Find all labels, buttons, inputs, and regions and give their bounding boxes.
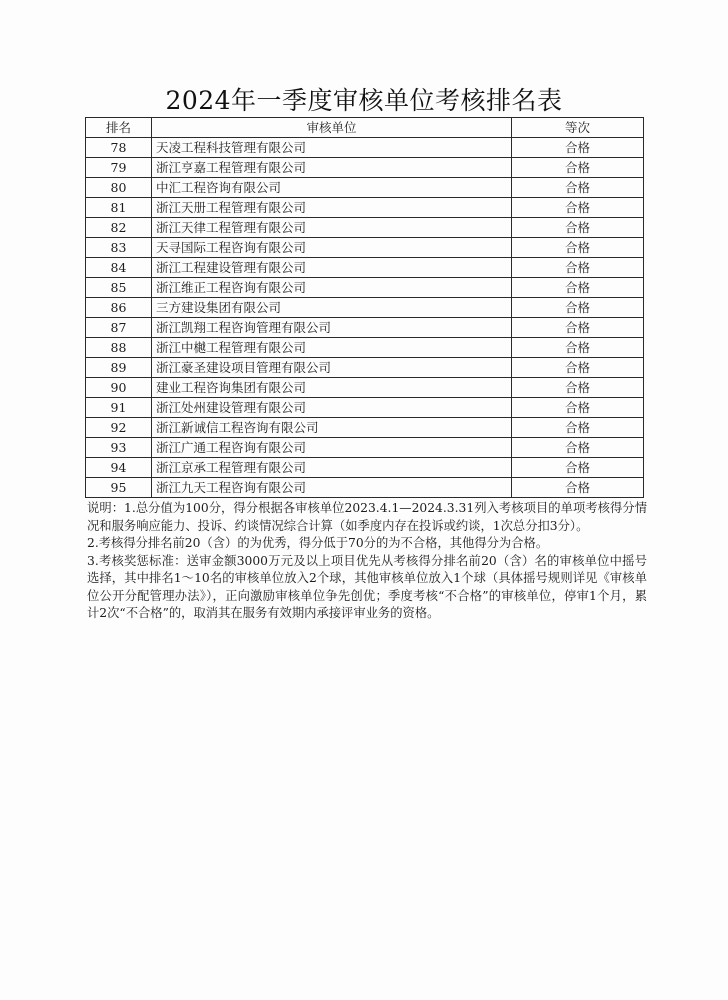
grade-cell: 合格 — [512, 418, 644, 438]
document-title: 2024年一季度审核单位考核排名表 — [165, 86, 563, 115]
grade-cell: 合格 — [512, 338, 644, 358]
rank-cell: 89 — [86, 358, 152, 378]
unit-cell: 三方建设集团有限公司 — [152, 298, 512, 318]
grade-cell: 合格 — [512, 318, 644, 338]
unit-cell: 浙江维正工程咨询有限公司 — [152, 278, 512, 298]
unit-cell: 天凌工程科技管理有限公司 — [152, 138, 512, 158]
table-row — [86, 378, 644, 398]
rank-cell: 91 — [86, 398, 152, 418]
table-row — [86, 298, 644, 318]
grade-cell: 合格 — [512, 458, 644, 478]
unit-cell: 中汇工程咨询有限公司 — [152, 178, 512, 198]
table-row — [86, 178, 644, 198]
rank-cell: 93 — [86, 438, 152, 458]
grade-cell: 合格 — [512, 278, 644, 298]
unit-cell: 浙江豪圣建设项目管理有限公司 — [152, 358, 512, 378]
rank-cell: 80 — [86, 178, 152, 198]
table-row — [86, 458, 644, 478]
header-grade: 等次 — [512, 118, 644, 138]
unit-cell: 浙江京承工程管理有限公司 — [152, 458, 512, 478]
grade-cell: 合格 — [512, 438, 644, 458]
table-row — [86, 198, 644, 218]
grade-cell: 合格 — [512, 378, 644, 398]
grade-cell: 合格 — [512, 298, 644, 318]
table-row — [86, 318, 644, 338]
table-row — [86, 398, 644, 418]
note-3: 3.考核奖惩标准：送审金额3000万元及以上项目优先从考核得分排名前20（含）名的审核单位中摇号选择，其中排名1～10名的审核单位放入2个球，其他审核单位放入1个球（具体摇号规则详见《审核单位公开分配管理办法》），正向激励审核单位争先创优；季度考核“不合格”的审核单位，停审1个月，累计2次“不合格”的，取消其在服务有效期内承接评审业务的资格。 — [87, 553, 647, 620]
grade-cell: 合格 — [512, 178, 644, 198]
grade-cell: 合格 — [512, 198, 644, 218]
rank-cell: 81 — [86, 198, 152, 218]
notes-section — [87, 500, 647, 623]
header-rank: 排名 — [86, 118, 152, 138]
unit-cell: 浙江亨嘉工程管理有限公司 — [152, 158, 512, 178]
rank-cell: 94 — [86, 458, 152, 478]
note-1: 说明：1.总分值为100分，得分根据各审核单位2023.4.1—2024.3.31列入考核项目的单项考核得分情况和服务响应能力、投诉、约谈情况综合计算（如季度内存在投诉或约谈，1次总分扣3分）。 — [87, 501, 647, 533]
unit-cell: 浙江凯翔工程咨询管理有限公司 — [152, 318, 512, 338]
rank-cell: 88 — [86, 338, 152, 358]
unit-cell: 浙江工程建设管理有限公司 — [152, 258, 512, 278]
unit-cell: 浙江广通工程咨询有限公司 — [152, 438, 512, 458]
table-row — [86, 258, 644, 278]
grade-cell: 合格 — [512, 138, 644, 158]
table-row — [86, 138, 644, 158]
rank-cell: 79 — [86, 158, 152, 178]
table-row — [86, 218, 644, 238]
table-row — [86, 418, 644, 438]
rank-cell: 84 — [86, 258, 152, 278]
rank-cell: 78 — [86, 138, 152, 158]
unit-cell: 建业工程咨询集团有限公司 — [152, 378, 512, 398]
rank-cell: 83 — [86, 238, 152, 258]
ranking-table — [85, 117, 644, 498]
grade-cell: 合格 — [512, 398, 644, 418]
rank-cell: 82 — [86, 218, 152, 238]
table-header-row — [86, 118, 644, 138]
unit-cell: 浙江处州建设管理有限公司 — [152, 398, 512, 418]
table-row — [86, 278, 644, 298]
unit-cell: 浙江新诚信工程咨询有限公司 — [152, 418, 512, 438]
grade-cell: 合格 — [512, 238, 644, 258]
note-2: 2.考核得分排名前20（含）的为优秀，得分低于70分的为不合格，其他得分为合格。 — [87, 536, 549, 550]
header-unit: 审核单位 — [152, 118, 512, 138]
rank-cell: 95 — [86, 478, 152, 498]
table-row — [86, 478, 644, 498]
rank-cell: 90 — [86, 378, 152, 398]
grade-cell: 合格 — [512, 258, 644, 278]
table-row — [86, 338, 644, 358]
unit-cell: 浙江天册工程管理有限公司 — [152, 198, 512, 218]
grade-cell: 合格 — [512, 218, 644, 238]
grade-cell: 合格 — [512, 158, 644, 178]
unit-cell: 浙江天律工程管理有限公司 — [152, 218, 512, 238]
grade-cell: 合格 — [512, 478, 644, 498]
table-row — [86, 158, 644, 178]
unit-cell: 浙江中樾工程管理有限公司 — [152, 338, 512, 358]
table-row — [86, 438, 644, 458]
table-row — [86, 238, 644, 258]
table-row — [86, 358, 644, 378]
rank-cell: 86 — [86, 298, 152, 318]
rank-cell: 87 — [86, 318, 152, 338]
grade-cell: 合格 — [512, 358, 644, 378]
rank-cell: 85 — [86, 278, 152, 298]
unit-cell: 浙江九天工程咨询有限公司 — [152, 478, 512, 498]
unit-cell: 天寻国际工程咨询有限公司 — [152, 238, 512, 258]
rank-cell: 92 — [86, 418, 152, 438]
